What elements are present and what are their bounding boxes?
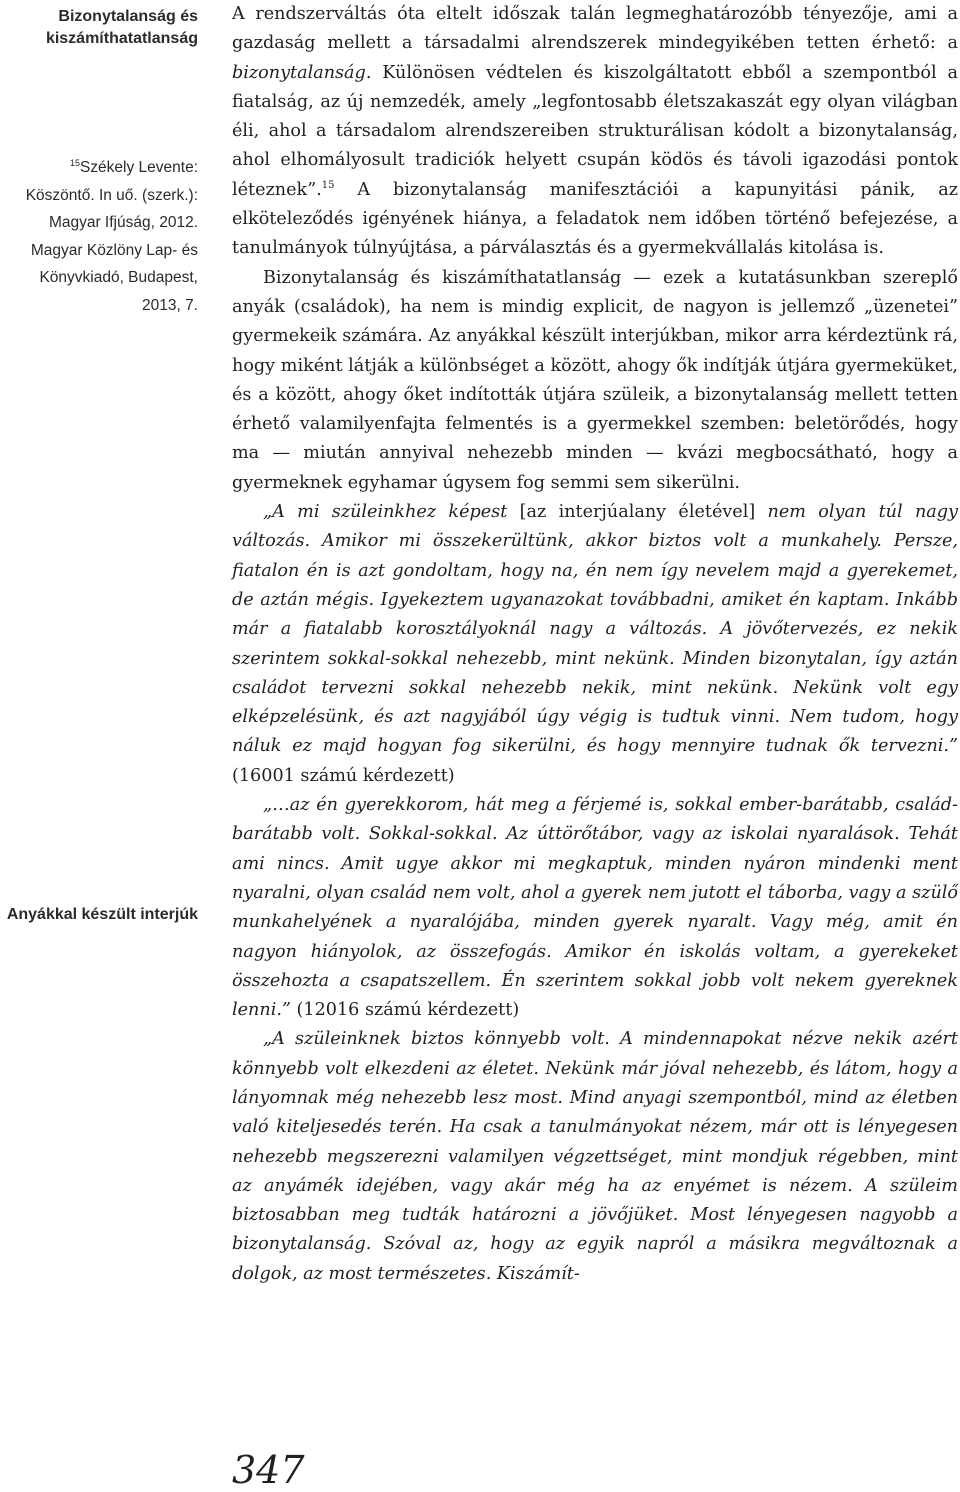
quote-source: (16001 számú kérdezett)	[232, 765, 455, 786]
sidebar-section-heading: Anyákkal készült interjúk	[6, 906, 198, 923]
quote-text: „…az én gyerekkorom, hát meg a férjemé is, sokkal ember-barátabb, család-barátabb volt. Sokkal-sokkal. Az úttörőtábor, vagy az iskolai nyaralások. Tehát ami nincs. Amit ugye akkor mi megkaptuk, minden nyáron mindenki ment nyaralni, olyan család nem volt, ahol a gyerek nem jutott el táborba, vagy a szülő munkahelyének a nyaralójába, minden gyerek nyaralt. Vagy még, amit én nagyon hiányolok, az összefogás. Amikor én iskolás voltam, a gyerekeket összehozta a csapatszellem. Én szerintem sokkal jobb volt nekem gyereknek lenni.”	[232, 795, 958, 1021]
paragraph-intro	[232, 0, 958, 264]
footnote-reference: 15	[321, 179, 335, 191]
footnote-text: Székely Levente: Köszöntő. In uő. (szerk.): Magyar Ifjúság, 2012. Magyar Közlöny Lap- és Könyvkiadó, Budapest, 2013, 7.	[25, 159, 198, 314]
interview-quote-2	[232, 791, 958, 1025]
quote-text: „A mi szüleinkhez képest	[263, 502, 508, 523]
paragraph-second: Bizonytalanság és kiszámíthatatlanság — ezek a kutatásunkban szereplő anyák (családok), ha nem is mindig explicit, de nagyon is jellemző „üzenetei” gyermekeik számára. Az anyákkal készült interjúkban, mikor arra kérdeztünk rá, hogy miként látják a különbséget a között, ahogy ők indítják útjára gyermeküket, és a között, ahogy őket indították útjára szüleik, a bizonytalanság mellett tetten érhető valamilyenfajta felmentés is a gyermekkel szemben: beletörődés, hogy ma — miután annyival nehezebb minden — kvázi megbocsátható, hogy a gyermeknek egyhamar úgysem fog semmi sem sikerülni.	[232, 267, 958, 493]
interview-quote-1	[232, 498, 958, 791]
sidebar-footnote	[0, 150, 198, 319]
emphasis-text: bizonytalanság	[232, 62, 366, 83]
quote-source: (12016 számú kérdezett)	[290, 1000, 520, 1021]
paragraph-text: . Különösen védtelen és kiszolgáltatott ebből a szempontból a fiatalság, az új nemzedék, amely „legfontosabb életszakaszát egy olyan világban éli, ahol a társadalom alrendszereiben strukturálisan kódolt a bizonytalanság, ahol elhomályosult tradiciók helyett csupán ködös és távoli igazodási pontok léteznek”.	[232, 62, 958, 200]
interview-quote-3: „A szüleinknek biztos könnyebb volt. A mindennapokat nézve nekik azért könnyebb volt elkezdeni az életet. Nekünk már jóval nehezebb, és látom, hogy a lányomnak még nehezebb lesz most. Mind anyagi szempontból, mind az életben való kiteljesedés terén. Ha csak a tanulmányokat nézem, már ott is lényegesen nehezebb megszerezni valamilyen végzettséget, mint mondjuk régebben, mint az anyámék idejében, vagy akár még ha az enyémet is nézem. A szüleim biztosabban meg tudták határozni a jövőjüket. Most lényegesen nagyobb a bizonytalanság. Szóval az, hogy az egyik napról a másikra megváltoznak a dolgok, az most természetes. Kiszámít-	[232, 1029, 958, 1284]
quote-insert: [az interjúalany életével]	[507, 502, 768, 523]
page-number: 347	[232, 1448, 305, 1492]
sidebar-title: Bizonytalanság és kiszámíthatatlanság	[45, 8, 198, 47]
quote-text: nem olyan túl nagy változás. Amikor mi összekerültünk, akkor biztos volt a munkahely. Persze, fiatalon én is azt gondoltam, hogy na, én nem így nevelem majd a gyerekemet, de aztán mégis. Igyekeztem ugyanazokat továbbadni, amiket én kaptam. Inkább már a fiatalabb korosztályoknál nagy a változás. A jövőtervezés, ez nekik szerintem sokkal-sokkal nehezebb, mint nekünk. Minden bizonytalan, így aztán családot tervezni sokkal nehezebb nekik, mint nekünk. Nekünk volt egy elképzelésünk, és azt nagyjából úgy végig is tudtuk vinni. Nem tudom, hogy náluk ez majd hogyan fog sikerülni, és hogy mennyire tudnak ők tervezni.”	[232, 502, 958, 757]
paragraph-text: A bizonytalanság manifesztációi a kapunyitási pánik, az elköteleződés igényének hiánya, a feladatok nem időben történő befejezése, a tanulmányok túlnyújtása, a párválasztás és a gyermekvállalás kitolása is.	[232, 179, 958, 259]
footnote-number: 15	[69, 158, 80, 168]
main-text	[232, 0, 958, 1289]
paragraph-text: A rendszerváltás óta eltelt időszak talán legmeghatározóbb tényezője, ami a gazdaság mellett a társadalmi alrendszerek mindegyikében tetten érhető: a	[232, 4, 958, 54]
